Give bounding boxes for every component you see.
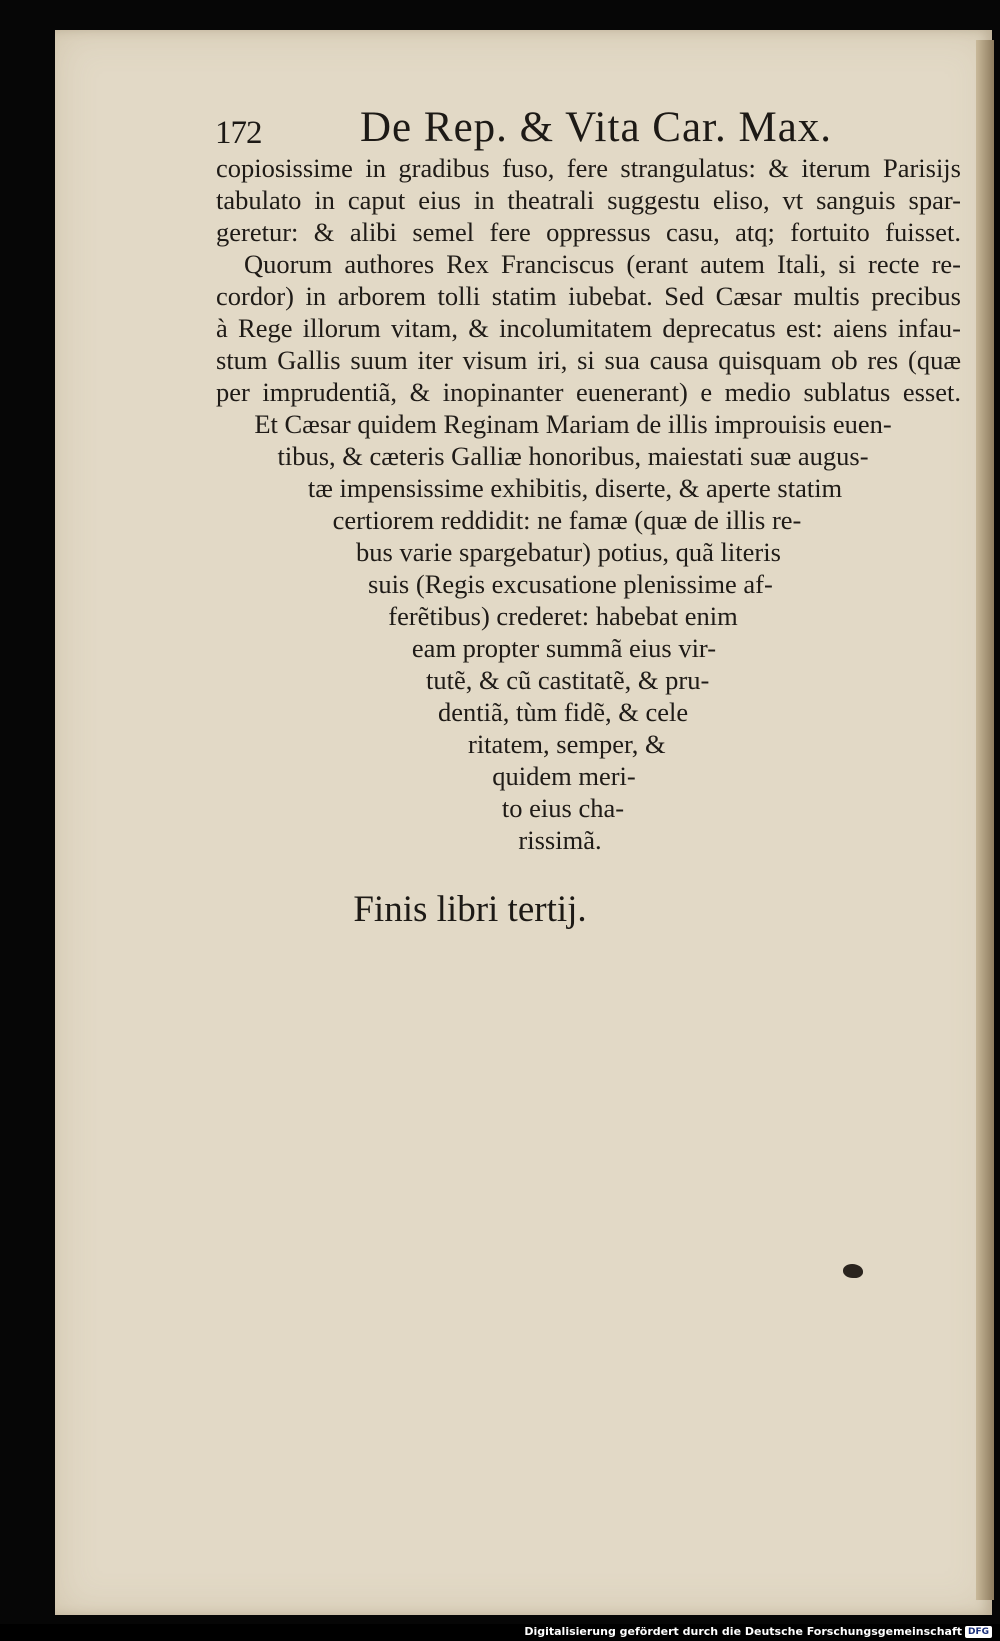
text-line: suis (Regis excusatione plenissime af- [368, 569, 773, 599]
text-line: stum Gallis suum iter visum iri, si sua causa quisquam ob res (quæ [216, 345, 961, 375]
text-line: dentiã, tùm fidẽ, & cele [438, 697, 689, 727]
text-line: quidem meri- [492, 761, 636, 791]
text-line: tæ impensissime exhibitis, diserte, & aperte statim [307, 473, 843, 503]
text-line: copiosissime in gradibus fuso, fere strangulatus: & iterum Parisijs [216, 153, 961, 183]
closing-line: Finis libri tertij. [353, 889, 587, 930]
running-title: De Rep. & Vita Car. Max. [360, 104, 833, 151]
page-number: 172 [215, 115, 262, 151]
text-line: ferẽtibus) crederet: habebat enim [388, 601, 738, 631]
text-line: per imprudentiã, & inopinanter euenerant) e medio sublatus esset. [216, 377, 961, 407]
text-line: bus varie spargebatur) potius, quã literis [356, 537, 781, 567]
ink-blot [843, 1264, 863, 1278]
text-line: ritatem, semper, & [468, 729, 666, 759]
text-line: certiorem reddidit: ne famæ (quæ de illis re- [332, 505, 802, 535]
text-line: tibus, & cæteris Galliæ honoribus, maiestati suæ augus- [277, 441, 869, 471]
text-line: eam propter summã eius vir- [411, 633, 717, 663]
text-line: à Rege illorum vitam, & incolumitatem deprecatus est: aiens infau- [216, 313, 961, 343]
text-line: Quorum authores Rex Franciscus (erant autem Itali, si recte re- [244, 249, 961, 279]
text-line: geretur: & alibi semel fere oppressus casu, atq; fortuito fuisset. [216, 217, 961, 247]
text-line: rissimã. [518, 825, 602, 855]
page-edge [976, 40, 994, 1600]
text-line: tabulato in caput eius in theatrali suggestu eliso, vt sanguis spar- [216, 185, 961, 215]
text-line: Et Cæsar quidem Reginam Mariam de illis improuisis euen- [254, 409, 892, 439]
body-text [216, 152, 961, 856]
text-line: to eius cha- [501, 793, 625, 823]
footer-credit: Digitalisierung gefördert durch die Deutsche Forschungsgemeinschaft [524, 1625, 962, 1638]
dfg-logo: DFG [965, 1626, 992, 1638]
text-line: cordor) in arborem tolli statim iubebat. Sed Cæsar multis precibus [216, 281, 961, 311]
text-line: tutẽ, & cũ castitatẽ, & pru- [426, 665, 710, 695]
